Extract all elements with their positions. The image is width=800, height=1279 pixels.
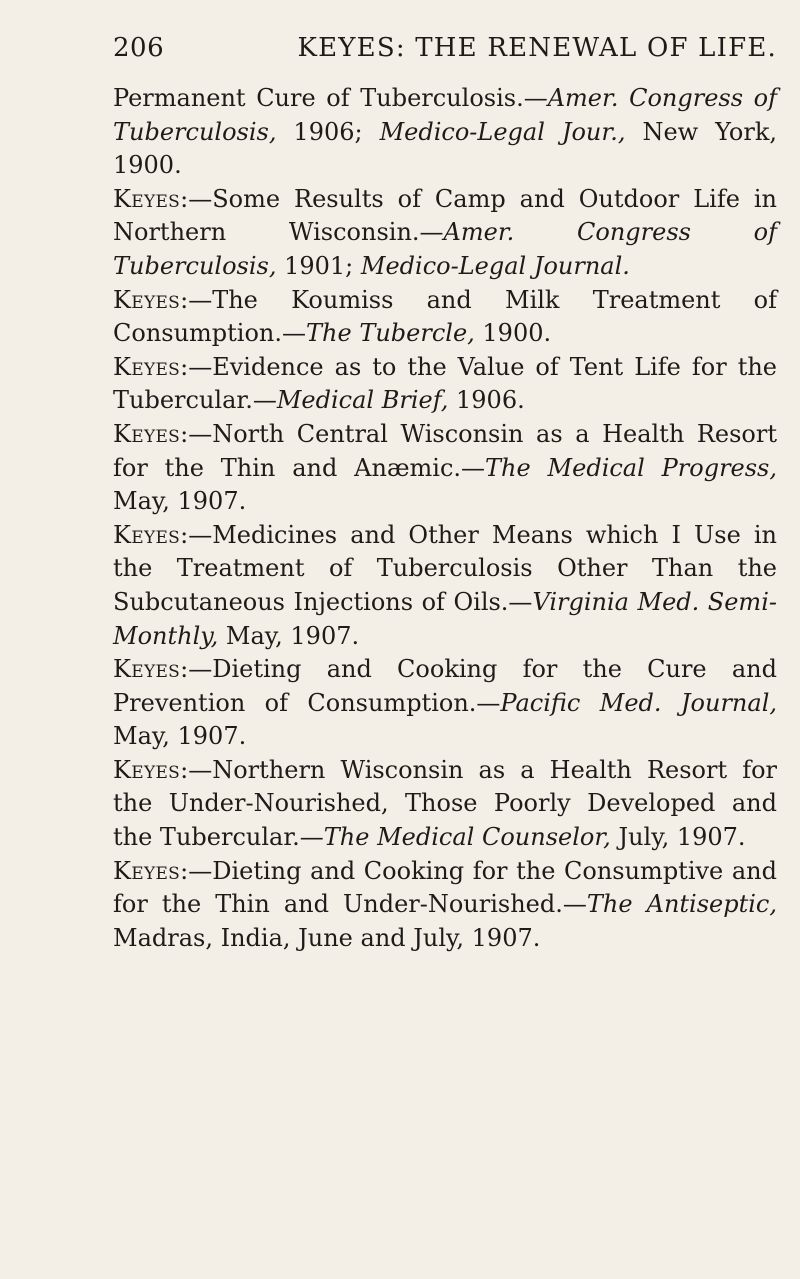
running-title: KEYES: THE RENEWAL OF LIFE. bbox=[297, 33, 777, 63]
entry-source-secondary: Medico-Legal Jour., bbox=[379, 117, 626, 146]
entry-source: Amer. Congress of Tuberculosis, bbox=[113, 84, 777, 146]
entry-details: July, 1907. bbox=[610, 823, 746, 852]
entry-source: The Tubercle, bbox=[306, 319, 475, 348]
entry-title: :—Dieting and Cooking for the Cure and Prevention of Consumption.— bbox=[113, 655, 777, 717]
entry-title: :—The Koumiss and Milk Treatment of Consumption.— bbox=[113, 285, 777, 348]
bibliography-entry bbox=[113, 183, 777, 284]
bibliography-entry bbox=[113, 653, 777, 754]
entry-source: The Medical Progress, bbox=[485, 453, 778, 482]
entry-author: Keyes bbox=[113, 520, 181, 549]
entry-details: 1906. bbox=[448, 386, 525, 415]
entry-source: Pacific Med. Journal, bbox=[500, 688, 777, 717]
entry-title: Permanent Cure of Tuberculosis.— bbox=[113, 84, 548, 112]
entry-details: May, 1907. bbox=[113, 487, 247, 516]
entry-details: May, 1907. bbox=[218, 621, 360, 650]
entry-source: The Medical Counselor, bbox=[323, 823, 611, 852]
entry-title: :—Some Results of Camp and Outdoor Life in Northern Wisconsin.— bbox=[113, 184, 777, 247]
bibliography-list bbox=[113, 82, 777, 955]
page-number: 206 bbox=[113, 33, 165, 63]
bibliography-entry bbox=[113, 284, 777, 351]
entry-author: Keyes bbox=[113, 755, 181, 784]
entry-details: 1900. bbox=[474, 319, 552, 348]
entry-author: Keyes bbox=[113, 655, 181, 684]
entry-title: :—Medicines and Other Means which I Use in the Treatment of Tuberculosis Other Than the Subcutaneous Injections of Oils.— bbox=[113, 520, 777, 616]
entry-title: :—North Central Wisconsin as a Health Resort for the Thin and Anæmic.— bbox=[113, 419, 777, 482]
entry-source: Virginia Med. Semi-Monthly, bbox=[113, 587, 777, 650]
entry-author: Keyes bbox=[113, 184, 181, 213]
entry-details: Madras, India, June and July, 1907. bbox=[113, 923, 541, 952]
entry-details-secondary: New York, 1900. bbox=[113, 117, 778, 180]
running-head bbox=[113, 30, 777, 66]
entry-details: 1901; bbox=[276, 251, 361, 280]
entry-source: Medical Brief, bbox=[276, 386, 449, 415]
entry-author: Keyes bbox=[113, 856, 181, 885]
entry-author: Keyes bbox=[113, 352, 181, 381]
bibliography-entry bbox=[113, 351, 777, 418]
entry-details: May, 1907. bbox=[113, 722, 247, 751]
entry-source: Amer. Congress of Tuberculosis, bbox=[113, 218, 778, 280]
entry-source: The Antiseptic, bbox=[586, 890, 777, 919]
entry-title: :—Evidence as to the Value of Tent Life for the Tubercular.— bbox=[113, 352, 777, 415]
bibliography-entry bbox=[113, 418, 777, 519]
entry-source-secondary: Medico-Legal Journal. bbox=[360, 251, 630, 280]
bibliography-entry bbox=[113, 754, 777, 855]
bibliography-entry bbox=[113, 82, 777, 183]
bibliography-entry bbox=[113, 519, 777, 653]
entry-author: Keyes bbox=[113, 419, 181, 448]
entry-details: 1906; bbox=[276, 117, 380, 146]
entry-author: Keyes bbox=[113, 285, 181, 314]
entry-title: :—Northern Wisconsin as a Health Resort for the Under-Nourished, Those Poorly Developed and the Tubercular.— bbox=[113, 755, 777, 852]
bibliography-entry bbox=[113, 855, 777, 956]
entry-title: :—Dieting and Cooking for the Consumptive and for the Thin and Under-Nourished.— bbox=[113, 856, 777, 919]
